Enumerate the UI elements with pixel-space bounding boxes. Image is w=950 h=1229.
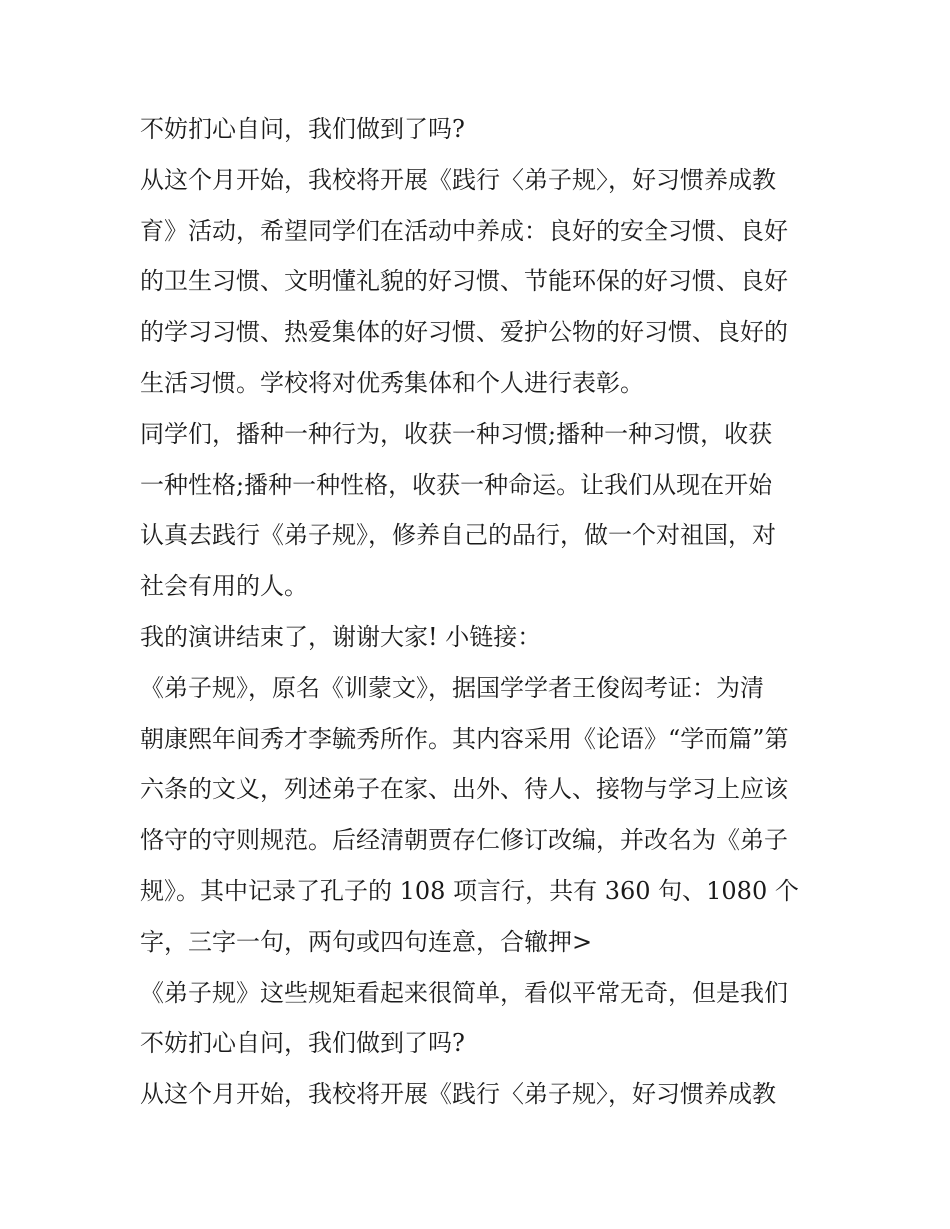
text-line: 生活习惯。学校将对优秀集体和个人进行表彰。 xyxy=(140,368,644,397)
text-line: 《弟子规》这些规矩看起来很简单，看似平常无奇，但是我们 xyxy=(140,978,788,1007)
text-line: 字，三字一句，两句或四句连意，合辙押> xyxy=(140,927,593,956)
text-line: 认真去践行《弟子规》，修养自己的品行，做一个对祖国，对 xyxy=(140,521,776,550)
text-line: 规》。其中记录了孔子的 108 项言行，共有 360 句、1080 个 xyxy=(140,876,799,905)
text-line: 《弟子规》，原名《训蒙文》，据国学学者王俊闳考证：为清 xyxy=(140,673,764,702)
text-line: 的学习习惯、热爱集体的好习惯、爱护公物的好习惯、良好的 xyxy=(140,318,788,347)
text-line: 一种性格;播种一种性格，收获一种命运。让我们从现在开始 xyxy=(140,470,773,499)
text-line: 同学们，播种一种行为，收获一种习惯;播种一种习惯，收获 xyxy=(140,419,773,448)
text-line: 恪守的守则规范。后经清朝贾存仁修订改编，并改名为《弟子 xyxy=(140,826,788,855)
text-line: 从这个月开始，我校将开展《践行〈弟子规〉，好习惯养成教 xyxy=(140,165,776,194)
text-line: 的卫生习惯、文明懂礼貌的好习惯、节能环保的好习惯、良好 xyxy=(140,267,788,296)
text-line: 不妨扪心自问，我们做到了吗? xyxy=(140,1029,465,1058)
text-line: 朝康熙年间秀才李毓秀所作。其内容采用《论语》“学而篇”第 xyxy=(140,724,789,753)
text-line: 六条的文义，列述弟子在家、出外、待人、接物与学习上应该 xyxy=(140,775,788,804)
text-line: 我的演讲结束了，谢谢大家! 小链接： xyxy=(140,622,542,651)
text-line: 育》活动，希望同学们在活动中养成：良好的安全习惯、良好 xyxy=(140,216,788,245)
text-line: 从这个月开始，我校将开展《践行〈弟子规〉，好习惯养成教 xyxy=(140,1080,776,1109)
text-line: 不妨扪心自问，我们做到了吗? xyxy=(140,115,465,143)
document-body xyxy=(140,104,820,1120)
text-line: 社会有用的人。 xyxy=(140,572,308,601)
